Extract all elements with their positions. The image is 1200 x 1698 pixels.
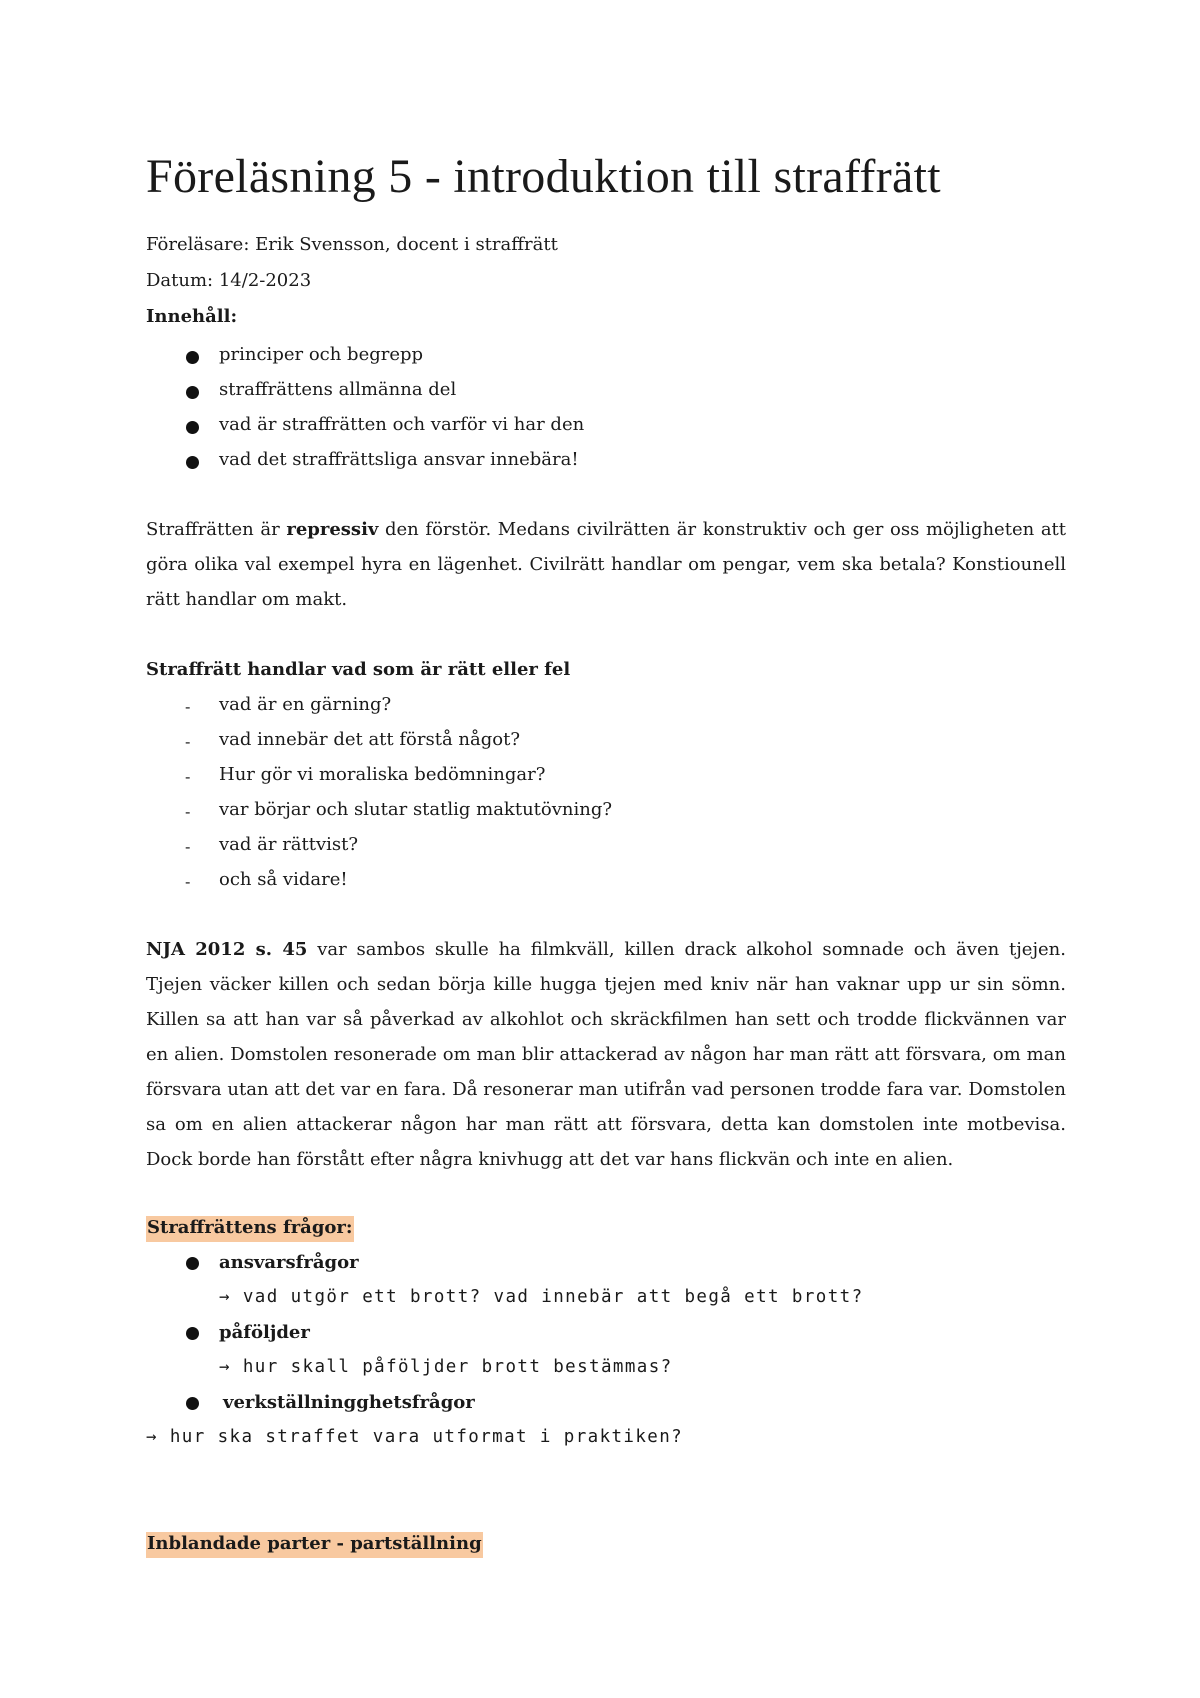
parties-heading — [146, 1533, 483, 1555]
lecturer-line: Föreläsare: Erik Svensson, docent i straffrätt — [146, 234, 558, 255]
question-label: påföljder — [219, 1322, 310, 1343]
right-wrong-item: vad är en gärning? — [219, 694, 392, 715]
dash-marker: - — [185, 767, 191, 786]
bullet-dot — [186, 351, 199, 364]
dash-marker: - — [185, 872, 191, 891]
bullet-dot — [186, 1257, 199, 1270]
right-wrong-item: och så vidare! — [219, 869, 348, 890]
question-label: ansvarsfrågor — [219, 1252, 359, 1273]
contents-item: principer och begrepp — [219, 344, 424, 365]
highlighted-heading: Straffrättens frågor: — [146, 1216, 354, 1242]
contents-item: vad det straffrättsliga ansvar innebära! — [219, 449, 579, 470]
right-wrong-heading: Straffrätt handlar vad som är rätt eller fel — [146, 659, 571, 680]
bullet-dot — [186, 1397, 199, 1410]
bullet-dot — [186, 1327, 199, 1340]
bullet-dot — [186, 456, 199, 469]
question-note: → hur ska straffet vara utformat i praktiken? — [146, 1427, 684, 1447]
contents-item: straffrättens allmänna del — [219, 379, 457, 400]
highlighted-heading: Inblandade parter - partställning — [146, 1532, 483, 1558]
questions-heading — [146, 1217, 354, 1239]
contents-item: vad är straffrätten och varför vi har den — [219, 414, 585, 435]
intro-text-rest: den förstör. Medans civilrätten är konstruktiv och ger oss möjligheten att göra olika val exempel hyra en lägenhet. Civilrätt handlar om pengar, vem ska betala? Konstiounell rätt handlar om makt. — [146, 519, 1067, 610]
intro-text-start: Straffrätten är — [146, 519, 287, 540]
intro-bold-term: repressiv — [286, 519, 379, 540]
case-reference: NJA 2012 s. 45 — [146, 939, 308, 960]
bullet-dot — [186, 421, 199, 434]
dash-marker: - — [185, 837, 191, 856]
question-label: verkställningghetsfrågor — [223, 1392, 475, 1413]
question-note: → vad utgör ett brott? vad innebär att begå ett brott? — [219, 1287, 864, 1307]
right-wrong-item: Hur gör vi moraliska bedömningar? — [219, 764, 546, 785]
right-wrong-item: vad är rättvist? — [219, 834, 359, 855]
case-paragraph — [146, 932, 1066, 1177]
dash-marker: - — [185, 697, 191, 716]
right-wrong-item: var börjar och slutar statlig maktutövning? — [219, 799, 613, 820]
date-line: Datum: 14/2-2023 — [146, 270, 312, 291]
intro-paragraph — [146, 512, 1066, 617]
dash-marker: - — [185, 732, 191, 751]
dash-marker: - — [185, 802, 191, 821]
question-note: → hur skall påföljder brott bestämmas? — [219, 1357, 673, 1377]
bullet-dot — [186, 386, 199, 399]
document-title: Föreläsning 5 - introduktion till straffrätt — [146, 150, 941, 203]
right-wrong-item: vad innebär det att förstå något? — [219, 729, 520, 750]
case-text: var sambos skulle ha filmkväll, killen drack alkohol somnade och även tjejen. Tjejen väcker killen och sedan börja kille hugga tjejen med kniv när han vaknar upp ur sin sömn. Killen sa att han var så påverkad av alkohlot och skräckfilmen han sett och trodde flickvännen var en alien. Domstolen resonerade om man blir attackerad av någon har man rätt att försvara, om man försvara utan att det var en fara. Då resonerar man utifrån vad personen trodde fara var. Domstolen sa om en alien attackerar någon har man rätt att försvara, detta kan domstolen inte motbevisa. Dock borde han förstått efter några knivhugg att det var hans flickvän och inte en alien. — [146, 939, 1066, 1170]
contents-label: Innehåll: — [146, 306, 238, 327]
